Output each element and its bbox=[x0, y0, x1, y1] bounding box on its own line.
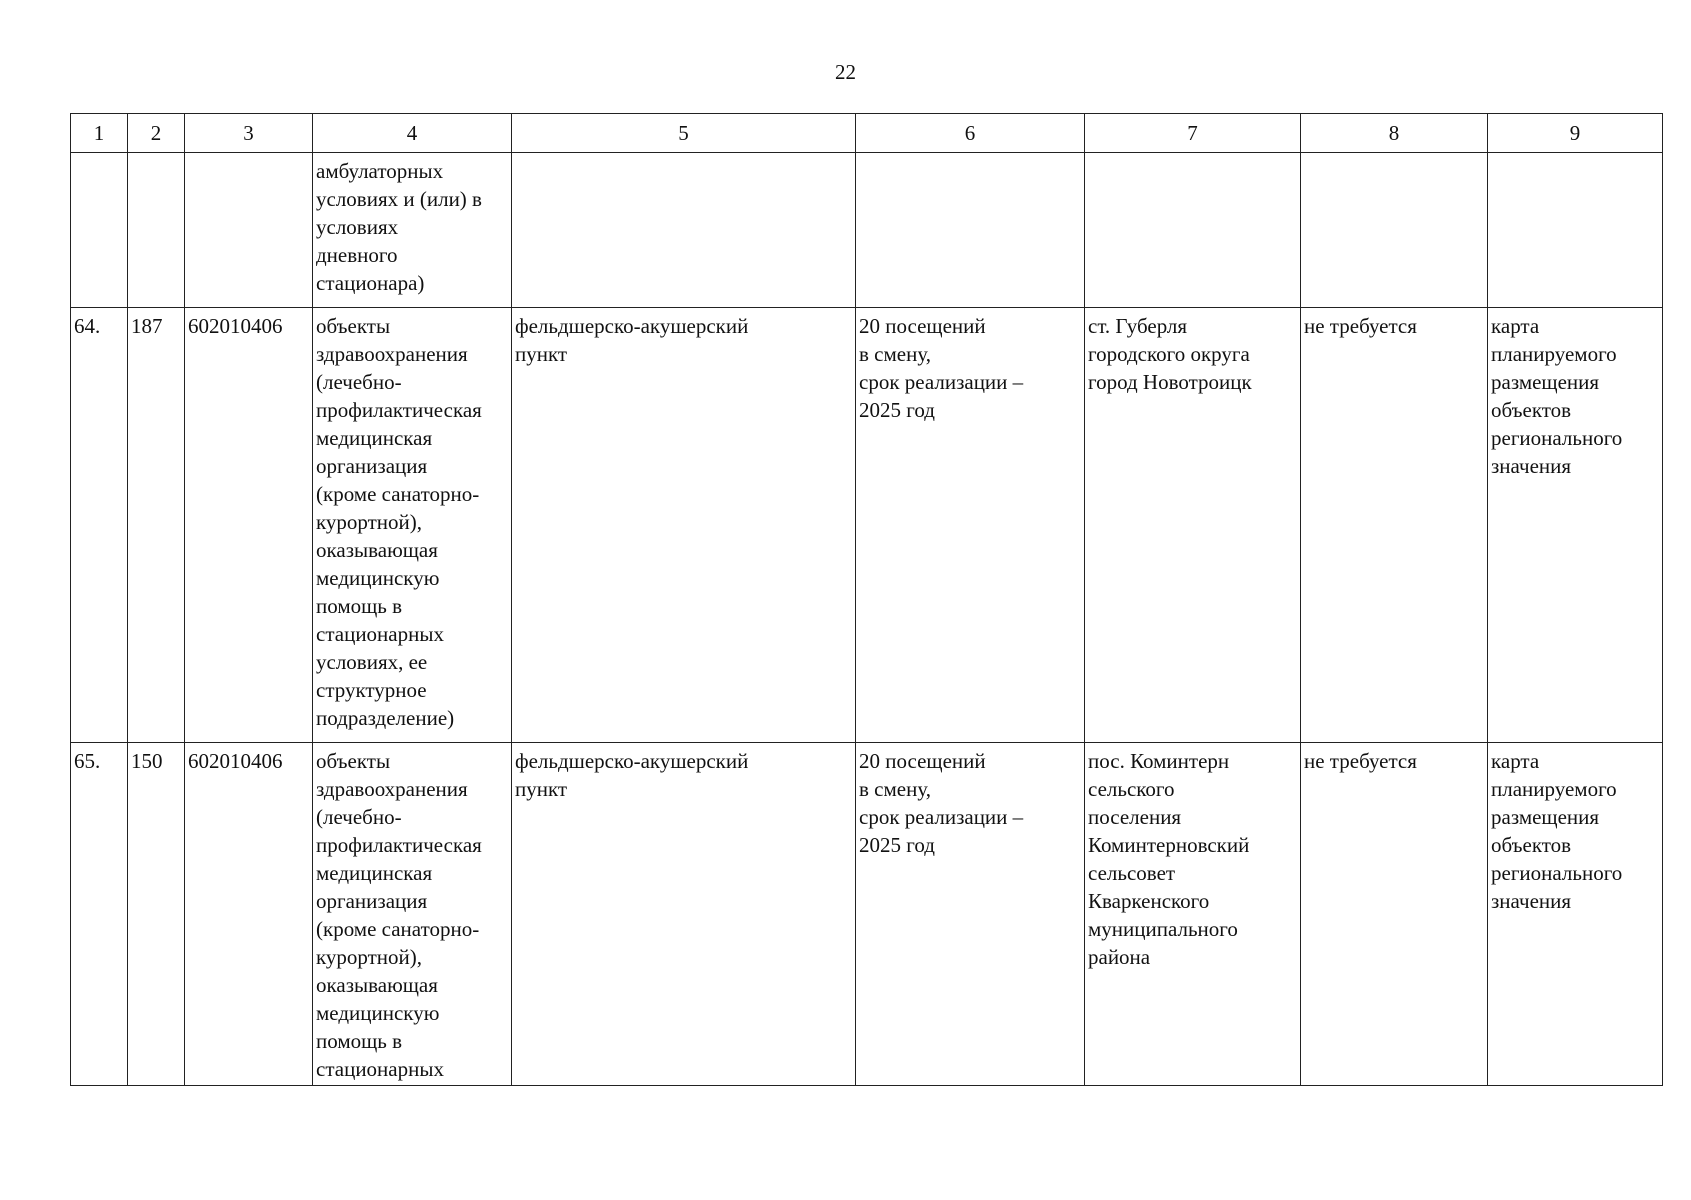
table-cell: 602010406 bbox=[185, 743, 313, 1086]
table-cell: 20 посещений в смену, срок реализации – 2025 год bbox=[856, 743, 1085, 1086]
table-cell: амбулаторных условиях и (или) в условиях дневного стационара) bbox=[313, 153, 512, 308]
table-header-row bbox=[71, 114, 1663, 153]
table-cell: фельдшерско-акушерский пункт bbox=[512, 308, 856, 743]
column-header: 5 bbox=[512, 114, 856, 153]
table-row bbox=[71, 153, 1663, 308]
document-table bbox=[70, 113, 1663, 1086]
table-cell: объекты здравоохранения (лечебно- профилактическая медицинская организация (кроме санаторно- курортной), оказывающая медицинскую помощь в стационарных условиях, ее структурное подразделение) bbox=[313, 308, 512, 743]
table-cell: пос. Коминтерн сельского поселения Коминтерновский сельсовет Кваркенского муниципального района bbox=[1085, 743, 1301, 1086]
column-header: 2 bbox=[128, 114, 185, 153]
table-cell bbox=[856, 153, 1085, 308]
table-row bbox=[71, 308, 1663, 743]
table-cell: 602010406 bbox=[185, 308, 313, 743]
table-cell: 65. bbox=[71, 743, 128, 1086]
table-cell bbox=[128, 153, 185, 308]
table-cell: 150 bbox=[128, 743, 185, 1086]
table-cell: 187 bbox=[128, 308, 185, 743]
table-cell bbox=[185, 153, 313, 308]
column-header: 1 bbox=[71, 114, 128, 153]
table-cell: объекты здравоохранения (лечебно- профилактическая медицинская организация (кроме санаторно- курортной), оказывающая медицинскую помощь в стационарных bbox=[313, 743, 512, 1086]
table-row bbox=[71, 743, 1663, 1086]
table-cell bbox=[1301, 153, 1488, 308]
column-header: 4 bbox=[313, 114, 512, 153]
table-cell bbox=[1488, 153, 1663, 308]
table-cell bbox=[71, 153, 128, 308]
column-header: 7 bbox=[1085, 114, 1301, 153]
table-cell: фельдшерско-акушерский пункт bbox=[512, 743, 856, 1086]
column-header: 8 bbox=[1301, 114, 1488, 153]
table-cell: не требуется bbox=[1301, 308, 1488, 743]
table-cell: 64. bbox=[71, 308, 128, 743]
table-cell bbox=[512, 153, 856, 308]
table-cell: карта планируемого размещения объектов регионального значения bbox=[1488, 308, 1663, 743]
column-header: 9 bbox=[1488, 114, 1663, 153]
column-header: 3 bbox=[185, 114, 313, 153]
column-header: 6 bbox=[856, 114, 1085, 153]
table-cell bbox=[1085, 153, 1301, 308]
page-number: 22 bbox=[835, 60, 856, 84]
table-cell: карта планируемого размещения объектов регионального значения bbox=[1488, 743, 1663, 1086]
table-cell: 20 посещений в смену, срок реализации – 2025 год bbox=[856, 308, 1085, 743]
table-cell: не требуется bbox=[1301, 743, 1488, 1086]
table-cell: ст. Губерля городского округа город Новотроицк bbox=[1085, 308, 1301, 743]
